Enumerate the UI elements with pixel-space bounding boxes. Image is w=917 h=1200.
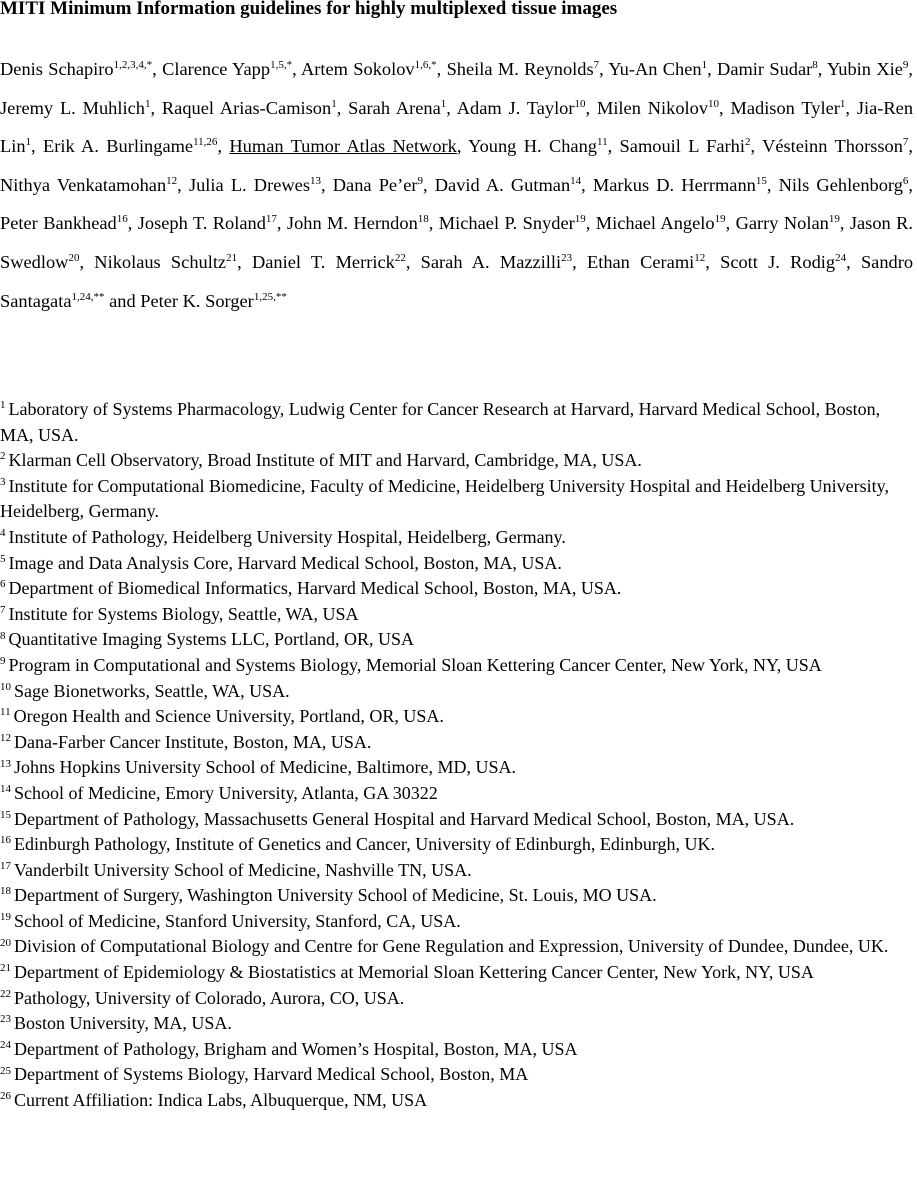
- affiliation-text: Program in Computational and Systems Biology, Memorial Sloan Kettering Cancer Center, New York, NY, USA: [8, 654, 822, 675]
- affiliation-text: School of Medicine, Stanford University, Stanford, CA, USA.: [14, 910, 461, 931]
- author-name: Samouil L Farhi: [619, 136, 745, 157]
- author-name: Sheila M. Reynolds: [446, 59, 594, 79]
- author-affiliation-marker: 1,5,*: [270, 59, 293, 72]
- author-name: Damir Sudar: [717, 59, 813, 79]
- author: [287, 213, 429, 233]
- affiliation-number: 2: [0, 450, 6, 463]
- author-name: Julia L. Drewes: [188, 174, 310, 195]
- author-name: Denis Schapiro: [0, 59, 114, 79]
- affiliation-item: [0, 602, 917, 628]
- author-separator: ,: [292, 59, 301, 79]
- affiliation-text: Current Affiliation: Indica Labs, Albuquerque, NM, USA: [14, 1090, 428, 1111]
- author-name: Yubin Xie: [827, 59, 903, 79]
- affiliation-number: 14: [0, 783, 11, 796]
- author-name: Raquel Arias-Camison: [161, 97, 332, 118]
- author-separator: ,: [336, 97, 349, 118]
- author-name: Jia-Ren Lin: [0, 97, 914, 157]
- author-name: Dana Pe’er: [332, 174, 418, 195]
- affiliation-number: 13: [0, 757, 11, 770]
- affiliation-item: [0, 1011, 917, 1037]
- affiliation-item: [0, 781, 917, 807]
- author-affiliation-marker: 1,25,**: [253, 290, 287, 303]
- affiliation-number: 22: [0, 987, 11, 1000]
- author-affiliation-marker: 15: [755, 174, 767, 187]
- author-affiliation-marker: 9: [417, 174, 424, 187]
- author-name: Markus D. Herrmann: [592, 174, 756, 195]
- affiliation-list: [0, 397, 917, 1114]
- author-separator: ,: [446, 97, 457, 118]
- author: [779, 175, 909, 195]
- author-affiliation-marker: 13: [309, 174, 321, 187]
- affiliation-item: [0, 627, 917, 653]
- author-separator: ,: [152, 59, 163, 79]
- affiliation-item: [0, 653, 917, 679]
- affiliation-number: 17: [0, 859, 11, 872]
- affiliation-item: [0, 934, 917, 960]
- author-separator: ,: [585, 97, 597, 118]
- affiliation-number: 21: [0, 962, 11, 975]
- author: [421, 252, 572, 272]
- affiliation-item: [0, 1088, 917, 1114]
- author-affiliation-marker: 19: [574, 213, 586, 226]
- author-name: Michael P. Snyder: [438, 213, 575, 234]
- author-name: Nithya Venkatamohan: [0, 174, 167, 195]
- affiliation-number: 16: [0, 834, 11, 847]
- affiliation-text: Sage Bionetworks, Seattle, WA, USA.: [14, 680, 290, 701]
- author-list: [0, 50, 913, 320]
- author-separator: ,: [456, 136, 469, 157]
- author: [587, 252, 705, 272]
- author-affiliation-marker: 21: [226, 252, 238, 265]
- affiliation-number: 12: [0, 731, 11, 744]
- author-affiliation-marker: 12: [694, 252, 706, 265]
- author: [468, 136, 607, 156]
- author-name: Michael Angelo: [595, 213, 715, 234]
- author-affiliation-marker: 19: [828, 213, 840, 226]
- affiliation-item: [0, 909, 917, 935]
- affiliation-item: [0, 704, 917, 730]
- author-affiliation-marker: 10: [574, 97, 586, 110]
- author-name: Joseph T. Roland: [137, 213, 266, 234]
- affiliation-number: 11: [0, 706, 11, 719]
- author-separator: ,: [405, 251, 421, 272]
- author-separator: ,: [707, 59, 718, 79]
- affiliation-text: Institute for Systems Biology, Seattle, WA, USA: [8, 603, 359, 624]
- author-affiliation-marker: 19: [714, 213, 726, 226]
- affiliation-number: 5: [0, 552, 6, 565]
- author: [43, 136, 217, 156]
- author-name: Artem Sokolov: [300, 59, 415, 79]
- author-name: Young H. Chang: [468, 136, 597, 157]
- author-affiliation-marker: 23: [561, 252, 573, 265]
- author-affiliation-marker: 24: [835, 252, 847, 265]
- author-separator: ,: [581, 174, 593, 195]
- author-name: Yu-An Chen: [608, 59, 702, 79]
- author-separator: ,: [908, 59, 913, 79]
- affiliation-text: Department of Surgery, Washington University School of Medicine, St. Louis, MO USA.: [14, 885, 657, 906]
- author: [762, 136, 908, 156]
- affiliation-number: 19: [0, 911, 11, 924]
- affiliation-number: 3: [0, 475, 6, 488]
- author-affiliation-marker: 1,24,**: [71, 290, 105, 303]
- author: [439, 213, 586, 233]
- affiliation-text: Department of Systems Biology, Harvard Medical School, Boston, MA: [14, 1064, 529, 1085]
- author: [593, 175, 767, 195]
- author-name: Peter K. Sorger: [140, 290, 254, 311]
- author-separator: ,: [719, 97, 731, 118]
- author-separator: ,: [127, 213, 138, 234]
- affiliation-text: Quantitative Imaging Systems LLC, Portland, OR, USA: [8, 629, 414, 650]
- author-name: Nils Gehlenborg: [778, 174, 903, 195]
- author: [457, 98, 586, 118]
- author-separator: ,: [817, 59, 828, 79]
- affiliation-item: [0, 1062, 917, 1088]
- author-separator: ,: [607, 136, 620, 157]
- author-affiliation-marker: 10: [708, 97, 720, 110]
- author: [301, 59, 437, 79]
- author: [138, 213, 277, 233]
- affiliation-number: 9: [0, 655, 6, 668]
- author: [162, 98, 337, 118]
- author-name: Ethan Cerami: [586, 251, 695, 272]
- affiliation-number: 7: [0, 603, 6, 616]
- author-name: Scott J. Rodig: [720, 251, 836, 272]
- author: [189, 175, 321, 195]
- affiliation-text: Institute for Computational Biomedicine, Faculty of Medicine, Heidelberg University Hospital and Heidelberg University, Heidelberg, Germany.: [0, 475, 889, 522]
- author-name: Adam J. Taylor: [456, 97, 575, 118]
- affiliation-number: 15: [0, 808, 11, 821]
- affiliation-item: [0, 448, 917, 474]
- author-separator: ,: [428, 213, 439, 234]
- affiliation-item: [0, 397, 917, 448]
- affiliation-text: Boston University, MA, USA.: [14, 1013, 232, 1034]
- affiliation-text: Vanderbilt University School of Medicine, Nashville TN, USA.: [14, 859, 472, 880]
- author-separator: ,: [79, 251, 95, 272]
- author-separator: ,: [908, 174, 914, 195]
- author-name: Sarah A. Mazzilli: [420, 251, 562, 272]
- author-affiliation-marker: 8: [812, 59, 818, 72]
- author-affiliation-marker: 11: [596, 136, 608, 149]
- author-name: Clarence Yapp: [162, 59, 271, 79]
- author-affiliation-marker: 1: [25, 136, 32, 149]
- author-affiliation-marker: 7: [593, 59, 600, 72]
- affiliation-item: [0, 576, 917, 602]
- author: [720, 252, 846, 272]
- affiliation-number: 18: [0, 885, 11, 898]
- author: [736, 213, 840, 233]
- affiliation-item: [0, 883, 917, 909]
- author-name: Erik A. Burlingame: [43, 136, 194, 157]
- author: [94, 252, 237, 272]
- author-affiliation-marker: 20: [68, 252, 80, 265]
- affiliation-number: 26: [0, 1090, 11, 1103]
- author-separator: ,: [750, 136, 763, 157]
- affiliation-text: Laboratory of Systems Pharmacology, Ludwig Center for Cancer Research at Harvard, Harvard Medical School, Boston, MA, USA.: [0, 399, 881, 445]
- author-name: Sandro Santagata: [0, 251, 914, 311]
- author: [0, 98, 150, 118]
- author-separator: ,: [839, 213, 850, 234]
- affiliation-text: Edinburgh Pathology, Institute of Genetics and Cancer, University of Edinburgh, Edinburgh, UK.: [14, 834, 716, 855]
- author-name: Vésteinn Thorsson: [762, 136, 903, 157]
- affiliation-number: 20: [0, 936, 11, 949]
- author: [447, 59, 600, 79]
- author-consortium-link[interactable]: [229, 136, 456, 156]
- affiliation-number: 1: [0, 399, 6, 412]
- affiliation-number: 4: [0, 527, 6, 540]
- affiliation-text: Klarman Cell Observatory, Broad Institute of MIT and Harvard, Cambridge, MA, USA.: [8, 450, 642, 471]
- author-affiliation-marker: 17: [265, 213, 277, 226]
- affiliation-text: Oregon Health and Science University, Portland, OR, USA.: [13, 706, 444, 727]
- affiliation-item: [0, 755, 917, 781]
- author-final-joiner: and: [104, 290, 141, 311]
- author: [620, 136, 751, 156]
- author-affiliation-marker: 1: [839, 97, 846, 110]
- affiliation-item: [0, 807, 917, 833]
- author-name: Sarah Arena: [348, 97, 441, 118]
- author-separator: ,: [276, 213, 287, 234]
- author: [333, 175, 423, 195]
- author-affiliation-marker: 6: [902, 174, 909, 187]
- author: [827, 59, 908, 79]
- affiliation-text: Pathology, University of Colorado, Aurora, CO, USA.: [14, 987, 405, 1008]
- affiliation-number: 10: [0, 680, 11, 693]
- affiliation-item: [0, 551, 917, 577]
- affiliation-text: Johns Hopkins University School of Medicine, Baltimore, MD, USA.: [14, 757, 516, 778]
- author-name: Jason R. Swedlow: [0, 213, 913, 272]
- affiliation-text: Department of Biomedical Informatics, Harvard Medical School, Boston, MA, USA.: [8, 578, 622, 599]
- author-separator: ,: [177, 174, 189, 195]
- affiliation-item: [0, 858, 917, 884]
- author-name: Peter Bankhead: [0, 213, 117, 234]
- author-name: Daniel T. Merrick: [251, 251, 395, 272]
- author-separator: ,: [766, 174, 779, 195]
- author-affiliation-marker: 14: [570, 174, 582, 187]
- author-affiliation-marker: 11,26: [193, 136, 218, 149]
- author-affiliation-marker: 9: [902, 59, 909, 72]
- author-separator: ,: [436, 59, 447, 79]
- author: [252, 252, 406, 272]
- author-name: Human Tumor Atlas Network: [229, 136, 457, 157]
- author-separator: ,: [725, 213, 736, 234]
- affiliation-item: [0, 986, 917, 1012]
- author: [730, 98, 845, 118]
- affiliation-text: Department of Pathology, Massachusetts General Hospital and Harvard Medical School, Boston, MA, USA.: [14, 808, 795, 829]
- author-separator: ,: [150, 97, 162, 118]
- author-separator: ,: [845, 97, 857, 118]
- author-name: Nikolaus Schultz: [94, 251, 227, 272]
- author-name: Jeremy L. Muhlich: [0, 97, 145, 118]
- author-separator: ,: [237, 251, 252, 272]
- author: [435, 175, 581, 195]
- author-affiliation-marker: 1,6,*: [414, 59, 437, 72]
- author-separator: ,: [585, 213, 596, 234]
- affiliation-item: [0, 1037, 917, 1063]
- affiliation-number: 8: [0, 629, 6, 642]
- author-affiliation-marker: 2: [744, 136, 751, 149]
- affiliation-text: Department of Epidemiology & Biostatistics at Memorial Sloan Kettering Cancer Center, New York, NY, USA: [14, 962, 814, 983]
- author: [608, 59, 707, 79]
- author-name: Garry Nolan: [735, 213, 829, 234]
- author-separator: ,: [320, 174, 333, 195]
- affiliation-text: Dana-Farber Cancer Institute, Boston, MA, USA.: [14, 731, 372, 752]
- author: [597, 98, 719, 118]
- author-separator: ,: [31, 136, 44, 157]
- affiliation-number: 6: [0, 578, 6, 591]
- affiliation-text: Image and Data Analysis Core, Harvard Medical School, Boston, MA, USA.: [8, 552, 562, 573]
- author-name: Milen Nikolov: [596, 97, 709, 118]
- author-separator: ,: [705, 251, 721, 272]
- author: [596, 213, 726, 233]
- author-affiliation-marker: 1: [701, 59, 708, 72]
- author-name: David A. Gutman: [434, 174, 571, 195]
- author-affiliation-marker: 1,2,3,4,*: [113, 59, 153, 72]
- author: [140, 291, 287, 311]
- author-separator: ,: [846, 251, 861, 272]
- affiliation-number: 24: [0, 1039, 11, 1052]
- affiliation-text: School of Medicine, Emory University, Atlanta, GA 30322: [14, 782, 438, 803]
- affiliation-item: [0, 960, 917, 986]
- paper-title: MITI Minimum Information guidelines for highly multiplexed tissue images: [0, 0, 618, 19]
- author-affiliation-marker: 7: [902, 136, 909, 149]
- author-affiliation-marker: 1: [440, 97, 447, 110]
- affiliation-item: [0, 474, 917, 525]
- author-separator: ,: [217, 136, 230, 157]
- affiliation-text: Division of Computational Biology and Centre for Gene Regulation and Expression, University of Dundee, Dundee, UK.: [14, 936, 889, 957]
- author-name: Madison Tyler: [730, 97, 840, 118]
- author: [348, 98, 446, 118]
- affiliation-item: [0, 679, 917, 705]
- affiliation-text: Department of Pathology, Brigham and Women’s Hospital, Boston, MA, USA: [14, 1038, 578, 1059]
- author-separator: ,: [572, 251, 587, 272]
- author: [717, 59, 818, 79]
- author-separator: ,: [599, 59, 609, 79]
- author-separator: ,: [423, 174, 435, 195]
- author: [0, 213, 128, 233]
- author-affiliation-marker: 18: [417, 213, 429, 226]
- author-name: John M. Herndon: [286, 213, 418, 234]
- affiliation-text: Institute of Pathology, Heidelberg University Hospital, Heidelberg, Germany.: [8, 526, 566, 547]
- author-affiliation-marker: 22: [394, 252, 406, 265]
- affiliation-number: 23: [0, 1013, 11, 1026]
- affiliation-item: [0, 525, 917, 551]
- author: [0, 175, 177, 195]
- author-affiliation-marker: 1: [331, 97, 337, 110]
- author-separator: ,: [908, 136, 914, 157]
- author: [0, 59, 152, 79]
- affiliation-number: 25: [0, 1064, 11, 1077]
- author: [162, 59, 292, 79]
- author-affiliation-marker: 12: [166, 174, 178, 187]
- affiliation-item: [0, 730, 917, 756]
- author-affiliation-marker: 16: [116, 213, 128, 226]
- affiliation-item: [0, 832, 917, 858]
- author-affiliation-marker: 1: [144, 97, 151, 110]
